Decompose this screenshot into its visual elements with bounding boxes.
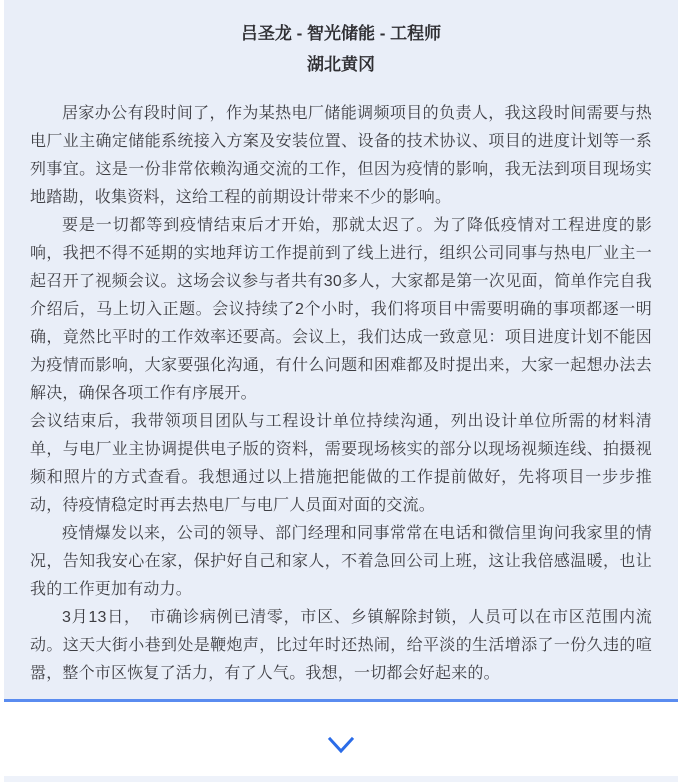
article-card — [4, 0, 678, 702]
paragraph-1: 居家办公有段时间了，作为某热电厂储能调频项目的负责人，我这段时间需要与热电厂业主确定储能系统接入方案及安装位置、设备的技术协议、项目的进度计划等一系列事宜。这是一份非常依赖沟通交流的工作，但因为疫情的影响，我无法到项目现场实地踏勘，收集资料，这给工程的前期设计带来不少的影响。 — [30, 105, 652, 206]
paragraph-3: 会议结束后，我带领项目团队与工程设计单位持续沟通，列出设计单位所需的材料清单，与电厂业主协调提供电子版的资料，需要现场核实的部分以现场视频连线、拍摄视频和照片的方式查看。我想通过以上措施把能做的工作提前做好，先将项目一步步推动，待疫情稳定时再去热电厂与电厂人员面对面的交流。 — [30, 413, 652, 514]
paragraph-2: 要是一切都等到疫情结束后才开始，那就太迟了。为了降低疫情对工程进度的影响，我把不得不延期的实地拜访工作提前到了线上进行，组织公司同事与热电厂业主一起召开了视频会议。这场会议参与者共有30多人，大家都是第一次见面，简单作完自我介绍后，马上切入正题。会议持续了2个小时，我们将项目中需要明确的事项都逐一明确，竟然比平时的工作效率还要高。会议上，我们达成一致意见：项目进度计划不能因为疫情而影响，大家要强化沟通，有什么问题和困难都及时提出来，大家一起想办法去解决，确保各项工作有序展开。 — [30, 217, 652, 402]
next-card-top-edge — [4, 776, 678, 782]
article-body — [30, 100, 652, 688]
article-title: 吕圣龙 - 智光储能 - 工程师 — [240, 24, 442, 43]
scroll-down-area — [0, 702, 682, 775]
chevron-down-icon[interactable] — [326, 736, 356, 756]
article-subtitle: 湖北黄冈 — [307, 55, 375, 74]
paragraph-4: 疫情爆发以来，公司的领导、部门经理和同事常常在电话和微信里询问我家里的情况，告知我安心在家，保护好自己和家人，不着急回公司上班，这让我倍感温暖，也让我的工作更加有动力。 — [30, 525, 652, 598]
paragraph-5: 3月13日， 市确诊病例已清零，市区、乡镇解除封锁，人员可以在市区范围内流动。这天大街小巷到处是鞭炮声，比过年时还热闹，给平淡的生活增添了一份久违的喧嚣，整个市区恢复了活力，有了人气。我想，一切都会好起来的。 — [30, 609, 652, 682]
